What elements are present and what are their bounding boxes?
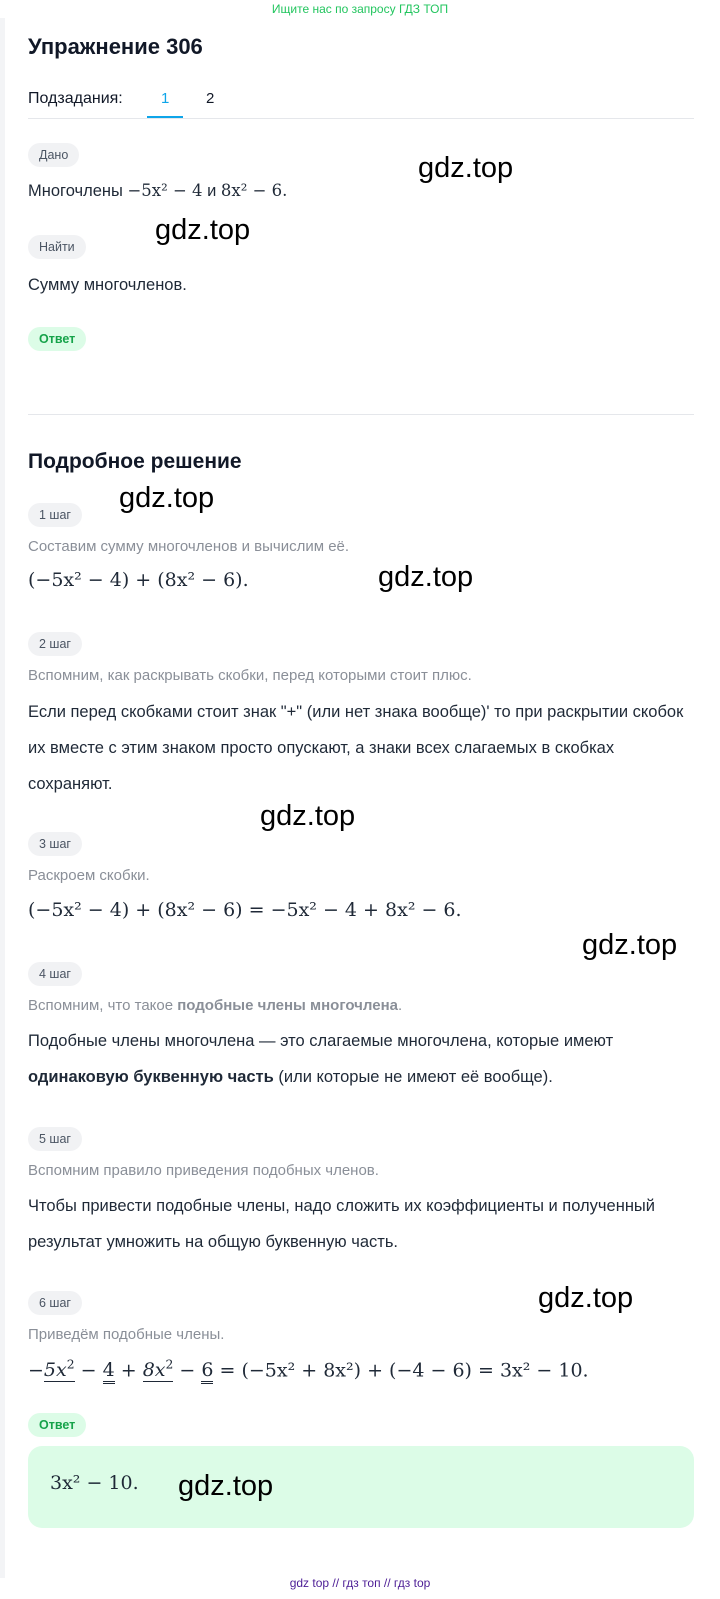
- tab-subtask-1[interactable]: 1: [161, 90, 170, 107]
- footer-links[interactable]: gdz top // гдз топ // гдз top: [289, 1576, 431, 1590]
- step-3-math: (−5x² − 4) + (8x² − 6) = −5x² − 4 + 8x² − 6.: [28, 899, 462, 921]
- watermark: gdz.top: [418, 152, 514, 184]
- given-badge: Дано: [28, 143, 79, 167]
- step-2-hint: Вспомним, как раскрывать скобки, перед которыми стоит плюс.: [28, 667, 472, 684]
- section-divider: [28, 414, 694, 415]
- watermark: gdz.top: [582, 929, 678, 961]
- answer-badge-top[interactable]: Ответ: [28, 327, 86, 351]
- final-answer-box: [28, 1446, 694, 1528]
- step-4-hint: Вспомним, что такое подобные члены многочлена.: [28, 997, 403, 1014]
- subtasks-label: Подзадания:: [28, 90, 123, 107]
- step-3-hint: Раскроем скобки.: [28, 867, 150, 884]
- step-6-math: $-5x^2 - 4 + 8x^2 - 6 = (-5x^2 + 8x^2) + (-4 - 6) = 3x^2 - 10$.: [28, 1358, 589, 1381]
- watermark: gdz.top: [260, 800, 356, 832]
- final-answer-badge: Ответ: [28, 1413, 86, 1437]
- watermark: gdz.top: [538, 1282, 634, 1314]
- step-3-badge: 3 шаг: [28, 832, 82, 856]
- top-search-hint[interactable]: Ищите нас по запросу ГДЗ ТОП: [271, 2, 449, 16]
- left-edge-bar: [0, 18, 5, 1578]
- step-2-badge: 2 шаг: [28, 632, 82, 656]
- find-text: Сумму многочленов.: [28, 276, 187, 294]
- tab-subtask-2[interactable]: 2: [206, 90, 215, 107]
- step-5-rule: Чтобы привести подобные члены, надо сложить их коэффициенты и полученный результат умножить на общую буквенную часть.: [28, 1197, 656, 1251]
- given-poly-2: 8x² − 6.: [220, 181, 288, 200]
- given-poly-1: −5x² − 4: [127, 181, 203, 200]
- step-4-rule: Подобные члены многочлена — это слагаемые многочлена, которые имеют одинаковую буквенную часть (или которые не имеют её вообще).: [28, 1032, 614, 1086]
- final-answer-value: 3x² − 10.: [50, 1472, 139, 1494]
- step-1-badge: 1 шаг: [28, 503, 82, 527]
- active-tab-indicator: [147, 116, 183, 118]
- watermark: gdz.top: [155, 214, 251, 246]
- step-4-badge: 4 шаг: [28, 962, 82, 986]
- page-title: Упражнение 306: [28, 34, 203, 59]
- step-2-rule: Если перед скобками стоит знак "+" (или нет знака вообще)' то при раскрытии скобок их вместе с этим знаком просто опускают, а знаки всех слагаемых в скобках сохраняют.: [28, 703, 684, 793]
- solution-title: Подробное решение: [28, 450, 242, 473]
- step-1-hint: Составим сумму многочленов и вычислим её.: [28, 538, 350, 555]
- find-badge: Найти: [28, 235, 86, 259]
- step-6-badge: 6 шаг: [28, 1291, 82, 1315]
- step-6-hint: Приведём подобные члены.: [28, 1326, 225, 1343]
- watermark: gdz.top: [178, 1470, 274, 1502]
- given-text: Многочлены −5x² − 4 и 8x² − 6.: [28, 181, 288, 200]
- watermark: gdz.top: [378, 561, 474, 593]
- step-1-math: (−5x² − 4) + (8x² − 6).: [28, 569, 249, 591]
- subtasks-tabs: [28, 86, 694, 119]
- step-5-badge: 5 шаг: [28, 1127, 82, 1151]
- watermark: gdz.top: [119, 482, 215, 514]
- step-5-hint: Вспомним правило приведения подобных членов.: [28, 1162, 379, 1179]
